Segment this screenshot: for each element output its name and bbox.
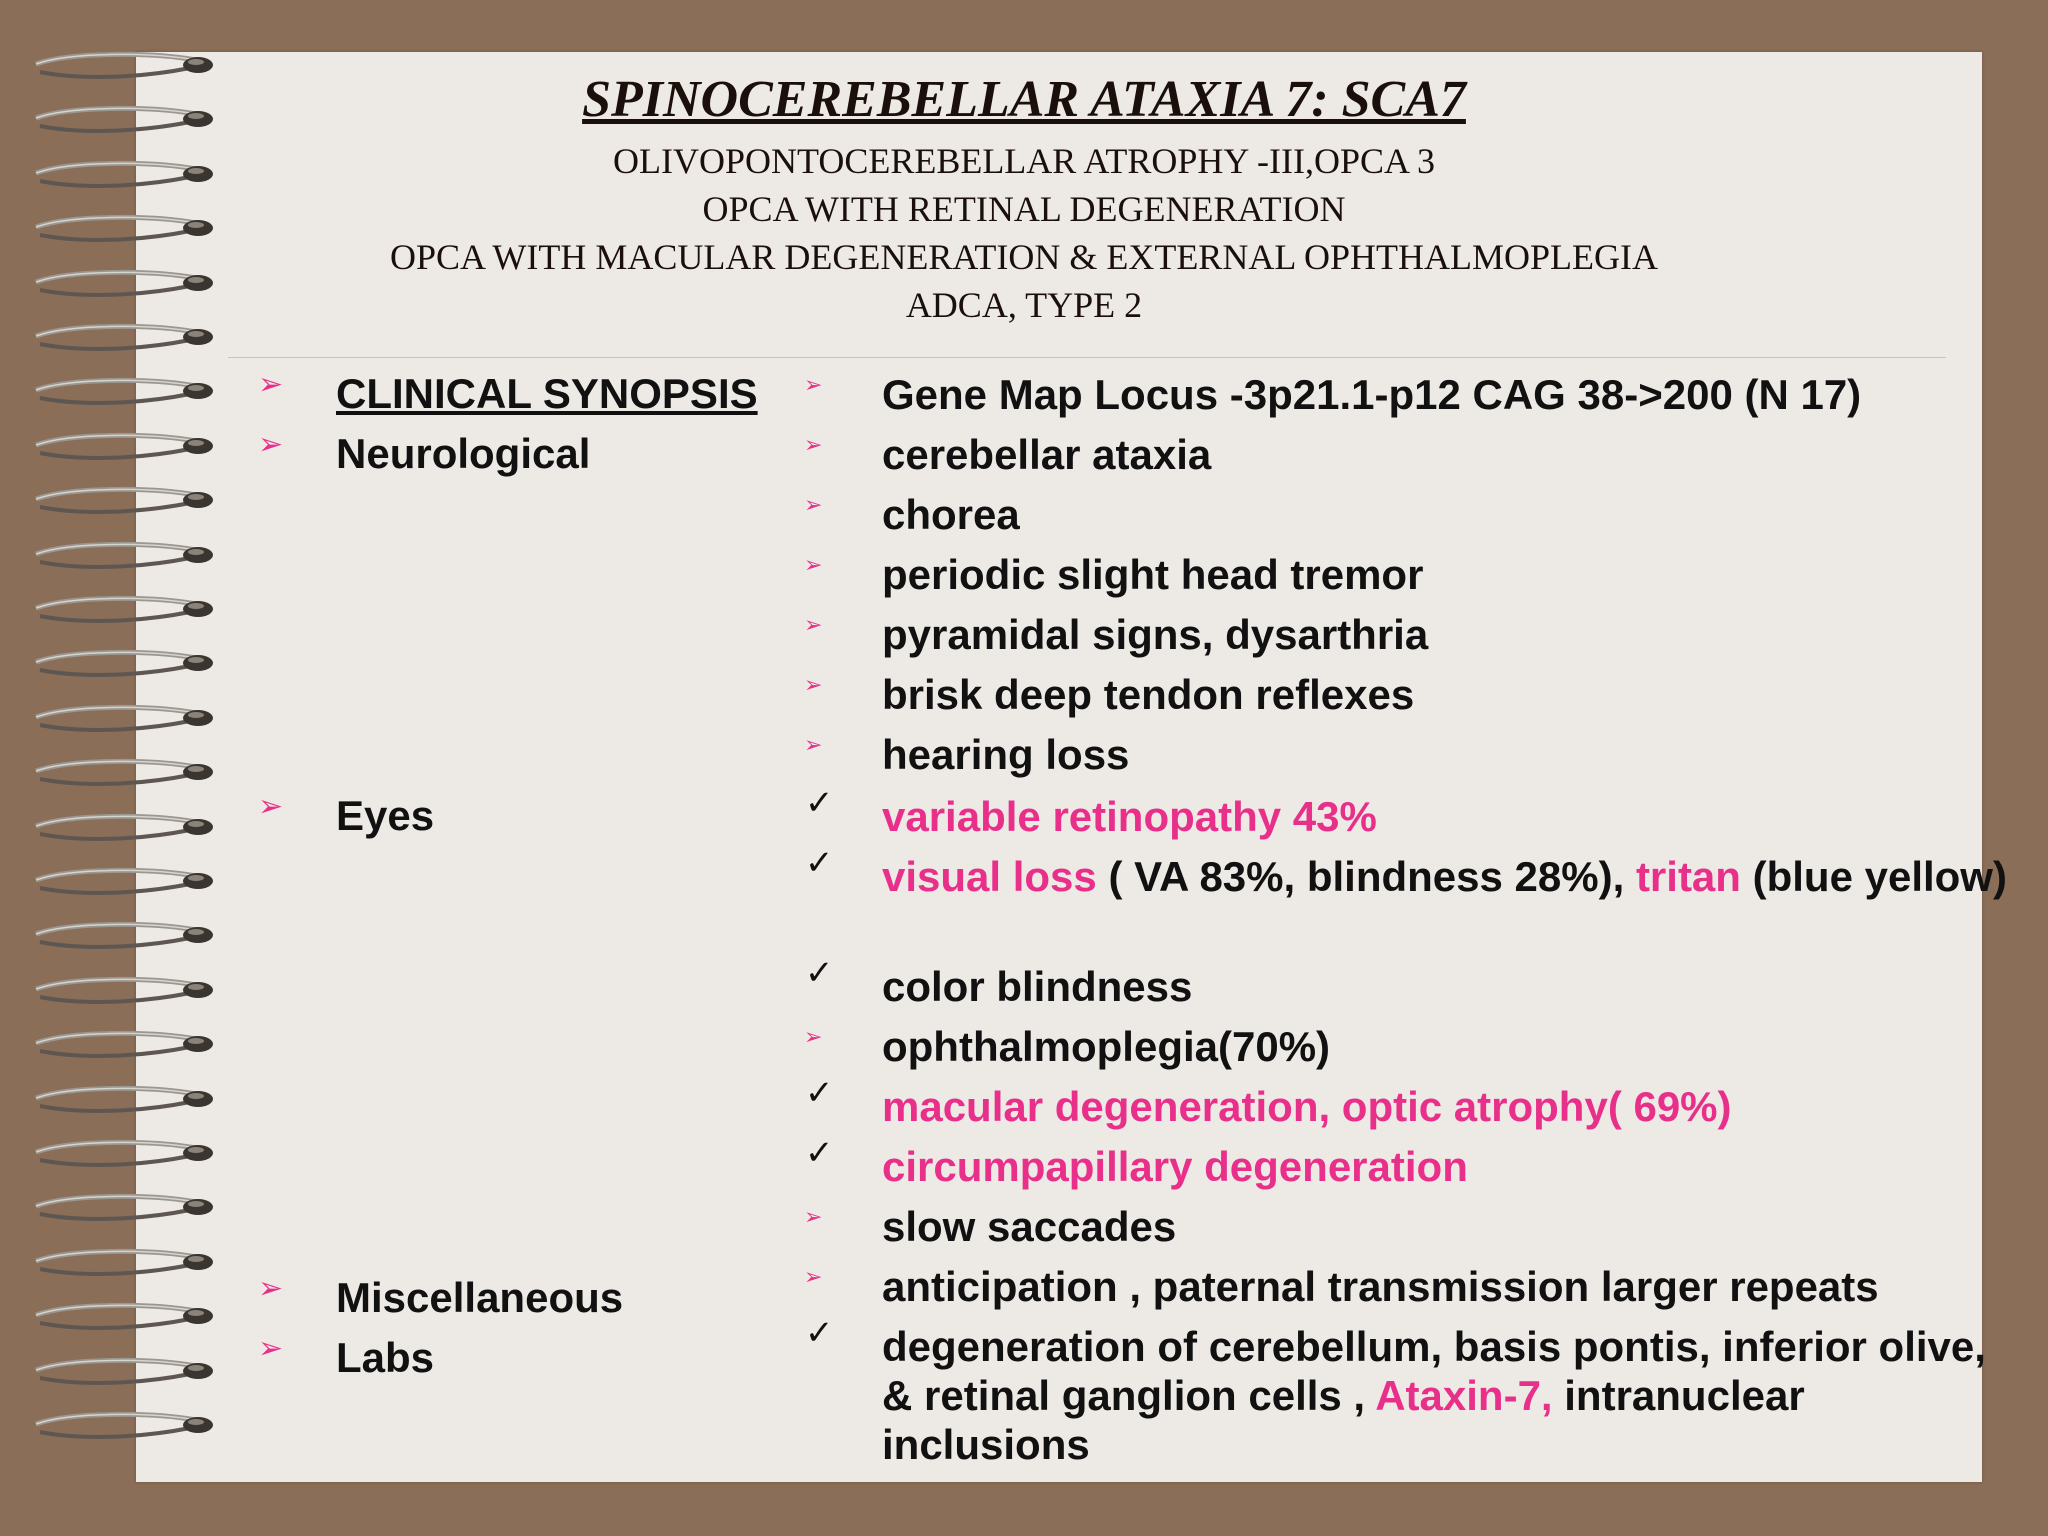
spiral-coil-icon: [0, 1029, 230, 1063]
arrow-bullet-icon: ➢: [258, 1332, 284, 1365]
item-head-tremor: periodic slight head tremor: [882, 551, 1424, 598]
item-color-blindness: color blindness: [882, 963, 1193, 1010]
arrow-bullet-icon: ➢: [804, 732, 823, 757]
spiral-coil-icon: [0, 812, 230, 846]
visual-loss-term: visual loss: [882, 853, 1097, 900]
item-chorea: chorea: [882, 491, 1020, 538]
spiral-coil-icon: [0, 1301, 230, 1335]
arrow-bullet-icon: ➢: [804, 372, 823, 397]
check-bullet-icon: ✓: [805, 1134, 834, 1172]
arrow-bullet-icon: ➢: [804, 492, 823, 517]
slide-title: SPINOCEREBELLAR ATAXIA 7: SCA7: [582, 71, 1466, 128]
spiral-coil-icon: [0, 540, 230, 574]
divider: [228, 357, 1946, 358]
spiral-coil-icon: [0, 920, 230, 954]
arrow-bullet-icon: ➢: [804, 432, 823, 457]
spiral-coil-icon: [0, 1138, 230, 1172]
check-bullet-icon: ✓: [805, 954, 834, 992]
labs-inclusions-text: intranuclear inclusions: [882, 1372, 1805, 1468]
arrow-bullet-icon: ➢: [804, 612, 823, 637]
arrow-bullet-icon: ➢: [258, 790, 284, 823]
item-macular-degeneration: macular degeneration, optic atrophy( 69%): [882, 1083, 1732, 1130]
arrow-bullet-icon: ➢: [804, 1204, 823, 1229]
item-slow-saccades: slow saccades: [882, 1203, 1177, 1250]
spiral-coil-icon: [0, 594, 230, 628]
spiral-coil-icon: [0, 1356, 230, 1390]
arrow-bullet-icon: ➢: [804, 552, 823, 577]
spiral-coil-icon: [0, 975, 230, 1009]
subtitle-1: OLIVOPONTOCEREBELLAR ATROPHY -III,OPCA 3: [612, 141, 1436, 181]
label-clinical-synopsis: CLINICAL SYNOPSIS: [336, 370, 758, 417]
arrow-bullet-icon: ➢: [804, 1264, 823, 1289]
label-labs: Labs: [336, 1334, 435, 1381]
visual-loss-detail: ( VA 83%, blindness 28%),: [1096, 853, 1636, 900]
arrow-bullet-icon: ➢: [258, 1272, 284, 1305]
spiral-coil-icon: [0, 1192, 230, 1226]
arrow-bullet-icon: ➢: [804, 672, 823, 697]
spiral-coil-icon: [0, 703, 230, 737]
subtitle-3: OPCA WITH MACULAR DEGENERATION & EXTERNAL OPHTHALMOPLEGIA: [390, 237, 1658, 277]
spiral-coil-icon: [0, 648, 230, 682]
tritan-term: tritan: [1635, 853, 1741, 900]
arrow-bullet-icon: ➢: [804, 1024, 823, 1049]
item-tendon-reflexes: brisk deep tendon reflexes: [882, 671, 1415, 718]
subtitle-2: OPCA WITH RETINAL DEGENERATION: [702, 189, 1346, 229]
spiral-coil-icon: [0, 1084, 230, 1118]
spiral-coil-icon: [0, 866, 230, 900]
item-circumpapillary: circumpapillary degeneration: [882, 1143, 1468, 1190]
item-pyramidal-signs: pyramidal signs, dysarthria: [882, 611, 1429, 658]
item-anticipation: anticipation , paternal transmission larger repeats: [882, 1263, 1879, 1310]
item-gene-locus: Gene Map Locus -3p21.1-p12 CAG 38->200 (N 17): [882, 371, 1862, 418]
item-labs-degeneration: [882, 1322, 2012, 1469]
labs-degeneration-text: degeneration of cerebellum, basis pontis, inferior olive, & retinal ganglion cells ,: [882, 1323, 1986, 1419]
spiral-coil-icon: [0, 322, 230, 356]
ataxin-term: Ataxin-7,: [1375, 1372, 1553, 1419]
check-bullet-icon: ✓: [805, 784, 834, 822]
spiral-coil-icon: [0, 376, 230, 410]
item-ophthalmoplegia: ophthalmoplegia(70%): [882, 1023, 1331, 1070]
subtitle-4: ADCA, TYPE 2: [905, 285, 1143, 325]
spiral-coil-icon: [0, 757, 230, 791]
check-bullet-icon: ✓: [805, 1074, 834, 1112]
label-miscellaneous: Miscellaneous: [336, 1274, 624, 1321]
arrow-bullet-icon: ➢: [258, 368, 284, 401]
item-hearing-loss: hearing loss: [882, 731, 1130, 778]
spiral-coil-icon: [0, 431, 230, 465]
item-visual-loss: [882, 852, 2012, 901]
arrow-bullet-icon: ➢: [258, 428, 284, 461]
spiral-coil-icon: [0, 1410, 230, 1444]
item-retinopathy: variable retinopathy 43%: [882, 793, 1377, 840]
spiral-coil-icon: [0, 485, 230, 519]
check-bullet-icon: ✓: [805, 1314, 834, 1352]
item-cerebellar-ataxia: cerebellar ataxia: [882, 431, 1212, 478]
spiral-coil-icon: [0, 1247, 230, 1281]
label-eyes: Eyes: [336, 792, 435, 839]
tritan-detail: (blue yellow): [1740, 853, 2007, 900]
check-bullet-icon: ✓: [805, 844, 834, 882]
label-neurological: Neurological: [336, 430, 591, 477]
